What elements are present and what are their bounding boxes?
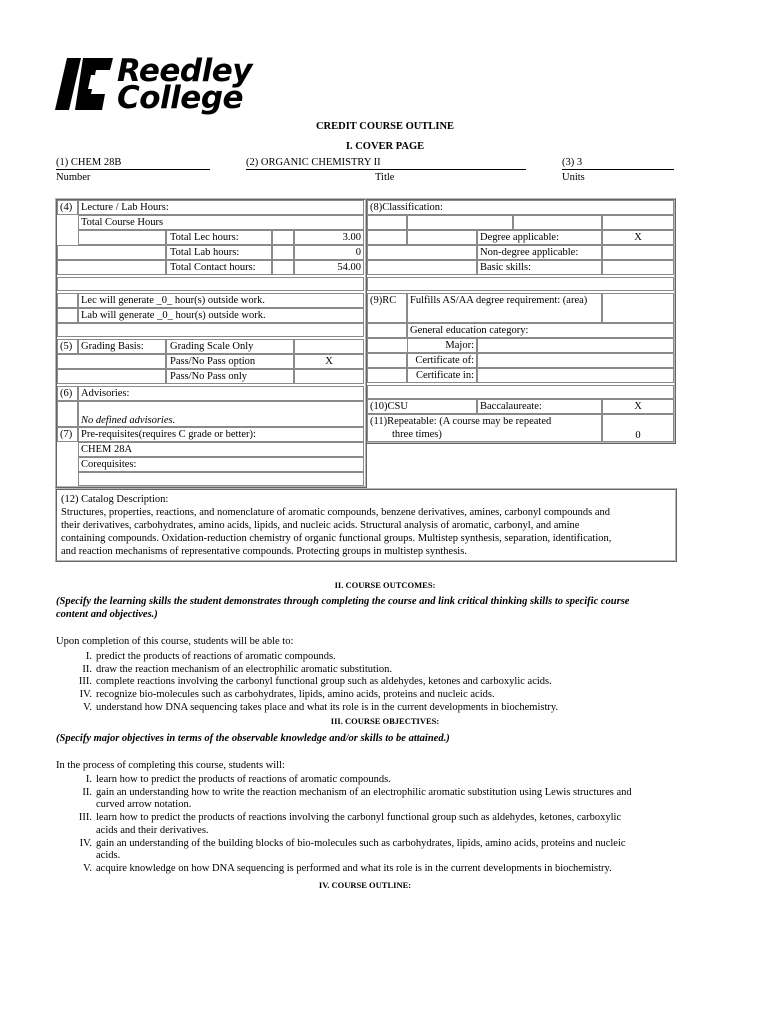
objective-text: gain an understanding how to write the reaction mechanism of an electrophilic aromatic substitution using Lewis structures and: [96, 786, 632, 798]
lab-outside-work: Lab will generate _0_ hour(s) outside work.: [78, 308, 364, 323]
list-item: [0, 774, 690, 787]
advisories-text: [78, 401, 364, 427]
basic-skills-mark: [602, 260, 674, 275]
catalog-line-2: their derivatives, carbohydrates, amino acids, lipids, and nucleic acids. Structural analysis of aromatic, carbonyl, and amine: [61, 520, 580, 531]
objective-num: IV.: [79, 837, 92, 849]
pass-no-pass-only-mark: [294, 369, 364, 384]
repeatable-count: 0: [635, 430, 641, 441]
hours-heading: Lecture / Lab Hours:: [78, 200, 364, 215]
degree-applicable-mark: X: [602, 230, 674, 245]
outcomes-heading: II. COURSE OUTCOMES:: [334, 580, 436, 590]
repeatable-cell: [367, 414, 602, 442]
pass-no-pass-option: Pass/No Pass option: [166, 354, 294, 369]
total-lab-label: Total Lab hours:: [166, 245, 272, 260]
advisories-label: Advisories:: [78, 386, 364, 401]
major-label: Major:: [407, 338, 477, 353]
total-contact-label: Total Contact hours:: [166, 260, 272, 275]
outcome-num: II.: [82, 663, 92, 675]
total-contact-value: 54.00: [294, 260, 364, 275]
outcomes-intro: Upon completion of this course, students will be able to:: [56, 636, 294, 647]
course-title-value: (2) ORGANIC CHEMISTRY II: [246, 157, 381, 168]
classification-heading: (8)Classification:: [367, 200, 674, 215]
outcome-num: III.: [78, 676, 92, 688]
grading-label: Grading Basis:: [78, 339, 166, 354]
total-course-hours: Total Course Hours: [78, 215, 364, 230]
objective-text-cont: acids.: [96, 850, 121, 862]
objective-num: III.: [78, 812, 92, 824]
non-degree-applicable-mark: [602, 245, 674, 260]
list-item: [0, 689, 700, 702]
objective-text-cont: acids and their derivatives.: [96, 824, 209, 836]
section-cover-page: I. COVER PAGE: [345, 141, 425, 152]
total-lab-value: 0: [294, 245, 364, 260]
catalog-line-4: and reaction mechanisms of representative compounds. Protecting groups in multistep synthesis.: [61, 546, 467, 557]
outcomes-list: [0, 651, 700, 715]
certificate-of-label: Certificate of:: [407, 353, 477, 368]
grading-num: (5): [57, 339, 78, 354]
prereq-num: (7): [57, 427, 78, 442]
list-item: [0, 664, 700, 677]
grading-scale-only: Grading Scale Only: [166, 339, 294, 354]
rc-label: (9)RC: [367, 293, 407, 323]
outcome-text: draw the reaction mechanism of an electrophilic aromatic substitution.: [96, 663, 392, 675]
baccalaureate-mark: X: [602, 399, 674, 414]
grading-scale-only-mark: [294, 339, 364, 354]
repeatable-value: [602, 414, 674, 442]
list-item: [0, 838, 690, 863]
total-lec-value: 3.00: [294, 230, 364, 245]
objectives-intro: In the process of completing this course, students will:: [56, 760, 285, 771]
logo-line-1: Reedley: [117, 53, 252, 89]
objective-num: V.: [83, 862, 92, 874]
objective-num: II.: [82, 786, 92, 798]
outcome-text: complete reactions involving the carbonyl functional group such as aldehydes, ketones and carboxylic acids.: [96, 676, 552, 688]
objective-text: learn how to predict the products of reactions of aromatic compounds.: [96, 774, 391, 785]
course-title-label: Title: [375, 172, 395, 183]
logo-line-2: College: [117, 80, 244, 116]
repeatable-label-2: three times): [392, 429, 442, 440]
basic-skills-label: Basic skills:: [477, 260, 602, 275]
list-item: [0, 676, 700, 689]
repeatable-label: (11)Repeatable: (A course may be repeated: [370, 416, 552, 427]
pass-no-pass-only: Pass/No Pass only: [166, 369, 294, 384]
objective-text: gain an understanding of the building blocks of bio-molecules such as carbohydrates, lipids, amino acids, proteins and nucleic: [96, 837, 626, 849]
outcome-text: predict the products of reactions of aromatic compounds.: [96, 651, 336, 662]
advisories-num: (6): [57, 386, 78, 401]
list-item: [0, 651, 700, 664]
objectives-heading: III. COURSE OBJECTIVES:: [330, 716, 440, 726]
objectives-list: [0, 774, 690, 876]
outline-heading: IV. COURSE OUTLINE:: [318, 880, 412, 890]
outcome-num: V.: [83, 701, 92, 713]
objectives-instruction: (Specify major objectives in terms of the observable knowledge and/or skills to be attained.): [56, 733, 450, 744]
outcome-num: I.: [85, 651, 92, 662]
outcome-text: understand how DNA sequencing takes place and what its role is in the current developments in biochemistry.: [96, 701, 559, 713]
outcomes-instruction-2: content and objectives.): [56, 609, 158, 620]
catalog-heading: (12) Catalog Description:: [61, 494, 169, 505]
catalog-description-panel: [55, 488, 677, 562]
list-item: [0, 863, 690, 876]
hours-num: (4): [57, 200, 78, 215]
outcomes-instruction-1: (Specify the learning skills the student demonstrates through completing the course and link critical thinking skills to specific course: [56, 596, 630, 607]
pass-no-pass-option-mark: X: [294, 354, 364, 369]
prereq-value: CHEM 28A: [78, 442, 364, 457]
objective-text-cont: curved arrow notation.: [96, 799, 192, 811]
certificate-in-label: Certificate in:: [407, 368, 477, 383]
list-item: [0, 812, 690, 837]
rc-fulfills: Fulfills AS/AA degree requirement: (area): [407, 293, 602, 323]
degree-applicable-label: Degree applicable:: [477, 230, 602, 245]
document-title: CREDIT COURSE OUTLINE: [315, 121, 455, 132]
prereq-label: Pre-requisites(requires C grade or better):: [78, 427, 364, 442]
reedley-logo-icon: [55, 58, 115, 110]
objective-num: I.: [85, 774, 92, 785]
course-units-value: (3) 3: [562, 157, 583, 168]
baccalaureate-label: Baccalaureate:: [477, 399, 602, 414]
catalog-line-3: containing compounds. Oxidation-reduction chemistry of organic functional groups. Multistep synthesis, separation, identification,: [61, 533, 612, 544]
lec-outside-work: Lec will generate _0_ hour(s) outside work.: [78, 293, 364, 308]
csu-label: (10)CSU: [367, 399, 477, 414]
course-units-label: Units: [562, 172, 585, 183]
list-item: [0, 787, 690, 812]
course-number-label: Number: [56, 172, 91, 183]
catalog-line-1: Structures, properties, reactions, and nomenclature of aromatic compounds, benzene derivatives, amines, carbonyl compounds and: [61, 507, 611, 518]
objective-text: acquire knowledge on how DNA sequencing is performed and what its role is in the current developments in biochemistry.: [96, 862, 612, 874]
total-lec-label: Total Lec hours:: [166, 230, 272, 245]
list-item: [0, 702, 700, 715]
advisories-value: No defined advisories.: [81, 415, 176, 426]
corequisites-label: Corequisites:: [78, 457, 364, 472]
outcome-num: IV.: [79, 689, 92, 701]
ge-category: General education category:: [407, 323, 674, 338]
outcome-text: recognize bio-molecules such as carbohydrates, lipids, amino acids, proteins and nucleic acids.: [96, 689, 495, 701]
college-logo: [55, 53, 285, 116]
non-degree-applicable-label: Non-degree applicable:: [477, 245, 602, 260]
course-number-value: (1) CHEM 28B: [56, 157, 122, 168]
objective-text: learn how to predict the products of reactions involving the carbonyl functional group such as aldehydes, ketones, carboxylic: [96, 812, 622, 824]
